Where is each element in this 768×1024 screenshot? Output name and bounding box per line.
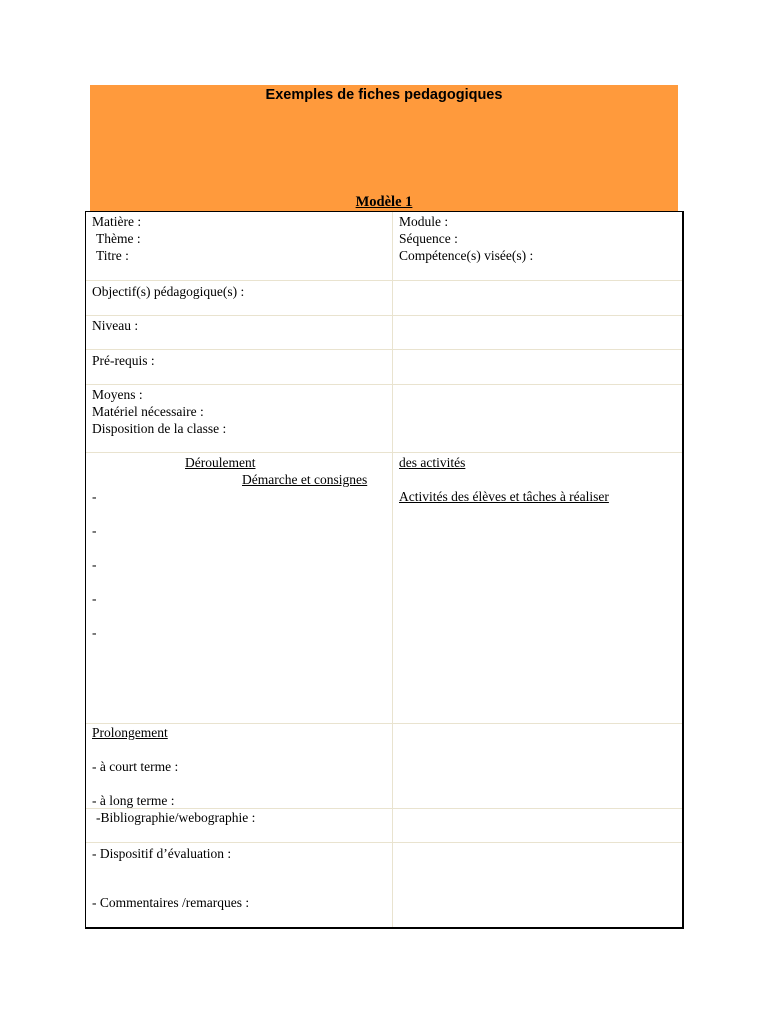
commentaires-label: - Commentaires /remarques : — [92, 895, 250, 910]
competences-label: Compétence(s) visée(s) : — [399, 248, 534, 263]
prerequis-label: Pré-requis : — [92, 353, 155, 368]
step-dash: - — [92, 625, 97, 640]
column-divider — [392, 212, 393, 927]
row-divider — [86, 842, 682, 843]
step-dash: - — [92, 557, 97, 572]
evaluation-label: - Dispositif d’évaluation : — [92, 846, 232, 861]
deroulement-heading: Déroulement — [185, 455, 256, 470]
prolongement-heading: Prolongement — [92, 725, 168, 740]
row-divider — [86, 315, 682, 316]
bibliographie-label: -Bibliographie/webographie : — [96, 810, 256, 825]
activites-eleves-heading: Activités des élèves et tâches à réaliser — [399, 489, 609, 504]
step-dash: - — [92, 489, 97, 504]
des-activites-heading: des activités — [399, 455, 466, 470]
module-label: Module : — [399, 214, 449, 229]
disposition-label: Disposition de la classe : — [92, 421, 227, 436]
matiere-label: Matière : — [92, 214, 142, 229]
step-dash: - — [92, 523, 97, 538]
model-title: Modèle 1 — [355, 194, 413, 210]
row-divider — [86, 723, 682, 724]
long-terme-label: - à long terme : — [92, 793, 175, 808]
demarche-heading: Démarche et consignes — [242, 472, 368, 487]
theme-label: Thème : — [96, 231, 141, 246]
header-banner — [90, 85, 678, 211]
lesson-plan-form — [85, 211, 684, 929]
step-dash: - — [92, 591, 97, 606]
sequence-label: Séquence : — [399, 231, 458, 246]
row-divider — [86, 280, 682, 281]
document-title: Exemples de fiches pedagogiques — [265, 87, 503, 103]
row-divider — [86, 452, 682, 453]
titre-label: Titre : — [96, 248, 129, 263]
court-terme-label: - à court terme : — [92, 759, 179, 774]
materiel-label: Matériel nécessaire : — [92, 404, 204, 419]
row-divider — [86, 384, 682, 385]
row-divider — [86, 349, 682, 350]
niveau-label: Niveau : — [92, 318, 139, 333]
moyens-label: Moyens : — [92, 387, 143, 402]
objectifs-label: Objectif(s) pédagogique(s) : — [92, 284, 245, 299]
